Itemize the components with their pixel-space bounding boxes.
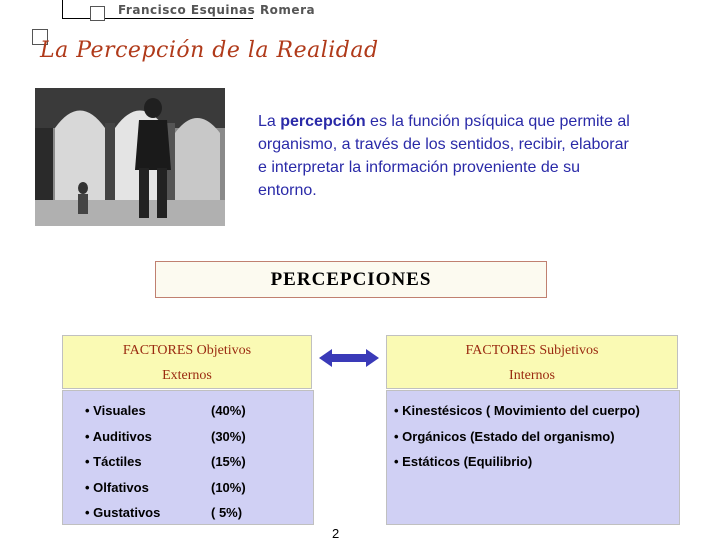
intro-rest: es la función psíquica que permite al organismo, a través de los sentidos, recibir, elaborar e interpretar la información proveniente de su entorno. xyxy=(258,113,630,199)
item-name: Gustativos xyxy=(93,505,161,520)
item-percent: (10%) xyxy=(211,480,246,495)
subjective-subtitle: Internos xyxy=(509,368,555,383)
intro-term: percepción xyxy=(280,113,366,130)
street-photo xyxy=(35,88,225,226)
item-percent: ( 5%) xyxy=(211,505,243,520)
item-percent: (15%) xyxy=(211,454,246,469)
item-name: Auditivos xyxy=(92,429,152,444)
item-percent: (40%) xyxy=(211,403,246,418)
intro-paragraph xyxy=(258,110,638,202)
item-name: Olfativos xyxy=(93,480,149,495)
perceptions-title: PERCEPCIONES xyxy=(155,261,547,298)
item-text: Kinestésicos ( Movimiento del cuerpo) xyxy=(402,403,640,418)
page-number: 2 xyxy=(332,526,340,541)
double-headed-arrow-icon xyxy=(318,347,380,369)
author-name: Francisco Esquinas Romera xyxy=(118,3,316,17)
subjective-factors-header xyxy=(386,335,678,389)
square-icon xyxy=(90,6,105,21)
item-text: Estáticos (Equilibrio) xyxy=(402,454,533,469)
objective-title: FACTORES Objetivos xyxy=(122,343,252,358)
list-item: • Orgánicos (Estado del organismo) xyxy=(394,429,615,444)
objective-subtitle: Externos xyxy=(162,368,212,383)
subjective-title: FACTORES Subjetivos xyxy=(465,343,599,358)
objective-factors-header xyxy=(62,335,312,389)
list-item: • Estáticos (Equilibrio) xyxy=(394,454,533,469)
item-name: Visuales xyxy=(93,403,146,418)
item-text: Orgánicos (Estado del organismo) xyxy=(402,429,615,444)
list-item: • Kinestésicos ( Movimiento del cuerpo) xyxy=(394,403,640,418)
item-percent: (30%) xyxy=(211,429,246,444)
subjective-factors-list xyxy=(386,390,680,525)
slide-title: La Percepción de la Realidad xyxy=(40,38,379,63)
item-name: Táctiles xyxy=(93,454,142,469)
intro-prefix: La xyxy=(258,113,276,130)
objective-factors-list: • Visuales (40%) • Auditivos (30%) • Táctiles (15%) • Olfativos (10%) • Gustativos ( 5%) xyxy=(62,390,314,525)
